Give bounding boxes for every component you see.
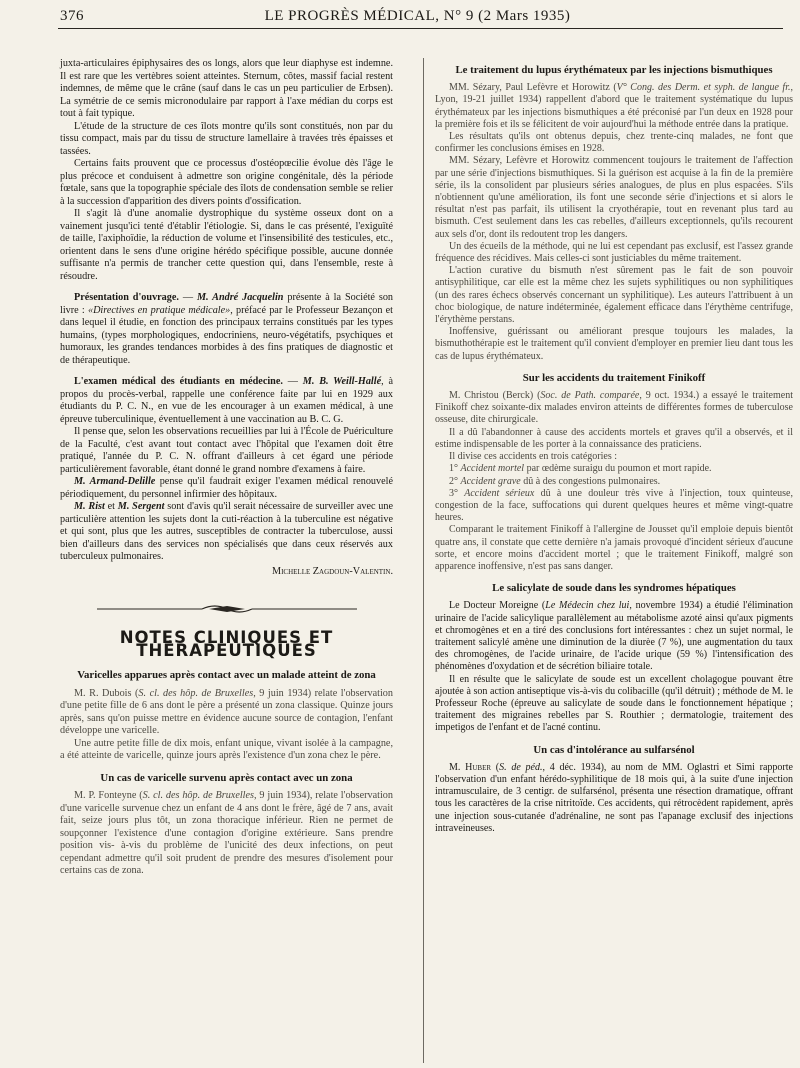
page-number: 376 [60, 8, 84, 24]
column-divider [423, 58, 424, 1063]
finikoff-list-item-1 [435, 463, 793, 475]
osteo-paragraph-2: L'étude de la structure de ces îlots montre qu'ils sont constitués, non par du tissu compact, mais par du tissu de structure lamellaire à travées très épaisses et tassées. [60, 120, 393, 157]
varicelle-paragraph-1 [60, 688, 393, 738]
lupus-paragraph-2: Les résultats qu'ils ont obtenus depuis, chez trente-cinq malades, ne font que confirmer les conclusions émises en 1928. [435, 131, 793, 155]
lupus-paragraph-1 [435, 82, 793, 131]
finikoff-paragraph-2: Il a dû l'abandonner à cause des accidents mortels et graves qu'il a observés, et il estime indispensable de les porter à la connaissance des praticiens. [435, 426, 793, 450]
finikoff-title: Sur les accidents du traitement Finikoff [522, 371, 706, 384]
finikoff-paragraph-1 [435, 390, 793, 427]
var-p1-ref: S. cl. des hôp. de Bruxelles [138, 687, 254, 699]
int-p1-ref: S. de péd. [499, 761, 543, 773]
exam-p3-author: M. Armand-Delille [74, 476, 156, 487]
presentation-title: Présentation d'ouvrage. [74, 292, 179, 303]
sal-p1-b: , novembre 1934) a étudié l'élimination urinaire de l'acide salicylique parallèlement au métabolisme azoté ainsi qu'aux pigments et chromogènes et en a tiré des conclusions fort intéressantes : chez un sujet normal, le traitement salicylé amène une diminution de la diurèe (7 %), une augmentation du taux des chromogènes, de l'acide urinaire, de l'acide urique (59 %) l'intensification des phénomènes d'oxydation et de sécrétion biliaire totale. [435, 600, 794, 673]
journal-title: LE PROGRÈS MÉDICAL, N° 9 (2 Mars 1935) [264, 8, 571, 24]
int-p1-a: M. Huber ( [449, 761, 500, 773]
fin-p1-a: M. Christou (Berck) ( [449, 390, 541, 402]
lupus-p1-ref: V° Cong. des Derm. et syph. de langue fr. [616, 82, 791, 94]
fin-l3-b: dû à une douleur très vive à l'injection, toux quinteuse, congestion de la face, suffocations qui durent quelques heures et même vingt-quatre heures. [435, 487, 793, 524]
int-p1-b: , 4 déc. 1934), au nom de MM. Oglastri et Simi rapporte l'observation d'un enfant hérédo-syphilitique de 18 mois qui, à la suite d'une injection intramusculaire, de 3 centigr. de sulfarsénol, présenta une résection dramatique, offrant tous les caractères de la crise nitritoïde. Ces accidents, qui rétrocèdent rapidement, après une injection sous-cutanée d'adrénaline, ne sont pas l'apanage exclusif des injections intraveineuses. [435, 761, 793, 834]
fin-l2-i: Accident grave [460, 475, 521, 487]
varicelle-title: Varicelles apparues après contact avec un malade atteint de zona [77, 669, 376, 681]
exam-p4-author2: M. Sergent [117, 501, 165, 512]
lupus-paragraph-3: MM. Sézary, Lefèvre et Horowitz commencent toujours le traitement de l'affection par une série d'injections bismuthiques. Si la guérison est acquise à la fin de la première série, ils la consolident par plusieurs séries analogues, de plus en plus espacées. S'ils n'obtiennent qu'une amélioration, ils font une seconde série d'injections et si alors le résultat n'est pas parfait, ils utilisent la cryothérapie, tout en revenant plus tard au bismuth. C'est seulement dans les cas rebelles, d'ailleurs exceptionnels, qu'ils recourent aux sels d'or, dont ils redoutent trop les dangers. [435, 155, 793, 240]
cas-p1-b: , 9 juin 1934), relate l'observation d'une varicelle survenue chez un enfant de 4 ans dont le frère, âgé de 7 ans, avait fait, seize jours plus tôt, un zona thoracique inférieur. Rien ne permet de soupçonner l'existence d'une contagion d'origine extérieure. Sans prendre position vis- à-vis du problème de l'unicité des deux infections, on peut cependant admettre qu'il soit prudent de prendre des mesures d'isolement pour certains cas de zona. [60, 790, 393, 876]
var-p1-b: , 9 juin 1934) relate l'observation d'une petite fille de 6 ans dont le père a présenté un zona classique. Quinze jours après, sans qu'on puisse mettre en évidence aucune source de contagion, l'enfant développe une varicelle. [60, 687, 393, 736]
cas-varicelle-title: Un cas de varicelle survenu après contact avec un zona [100, 771, 353, 784]
fin-l1-a: 1° [449, 463, 461, 475]
exam-dash: — [282, 376, 303, 387]
osteo-paragraph-3: Certains faits prouvent que ce processus d'ostéopœcilie évolue dès l'âge le plus précoce et conduisent à admettre son origine congénitale, dès la période fœtale, sans que la topographie spéciale des îlots de condensation semble se relier à la succession d'apparition des divers points d'ossification. [60, 158, 393, 207]
fin-p1-ref: Soc. de Path. comparée [540, 390, 640, 402]
fin-l1-b: par œdème suraigu du poumon et mort rapide. [524, 463, 712, 475]
page-header [60, 8, 775, 30]
presentation-book: «Directives en pratique médicale» [87, 304, 231, 316]
sal-p1-ref: Le Médecin chez lui [545, 600, 630, 612]
lupus-p1-b: , Lyon, 19-21 juillet 1934) rappellent d'abord que le traitement systématique du lupus érythémateux par les injections bismuthiques a été préconisé par l'un deux en 1928 pour la première fois et ils se félicitent de voir aujourd'hui la méthode entrée dans la pratique. [435, 82, 793, 130]
lupus-paragraph-5: L'action curative du bismuth n'est sûrement pas le fait de son pouvoir antisyphilitique, car elle est la même chez les sujets syphilitiques ou non syphilitiques (un des rares échecs observés concernant un syphilitique). Les auteurs l'attribuent à un choc biologique, de nature indéterminée, également efficace dans l'érythème centrifuge, l'érythème perstans. [435, 265, 793, 326]
finikoff-paragraph-3: Il divise ces accidents en trois catégories : [449, 451, 617, 463]
exam-p4-body: sont d'avis qu'il serait nécessaire de surveiller avec une particulière attention les sujets dont la cuti-réaction à la tuberculine est négative et qui sont, plus que les autres, susceptibles de contracter la tuberculose, aussi bien d'ailleurs dans des services non spécialisés que dans ceux réservés aux tuberculeux pulmonaires. [60, 501, 393, 562]
fin-l2-a: 2° [449, 475, 461, 487]
presentation-paragraph [60, 292, 393, 367]
salicylate-paragraph-1 [435, 600, 793, 673]
intolerance-title: Un cas d'intolérance au sulfarsénol [533, 743, 695, 756]
lupus-paragraph-4: Un des écueils de la méthode, qui ne lui est cependant pas exclusif, est l'assez grande fréquence des récidives. Mais celles-ci sont justiciables du même traitement. [435, 240, 793, 265]
presentation-author: M. André Jacquelin [197, 292, 284, 303]
fin-p1-b: , 9 oct. 1934.) a essayé le traitement Finikoff chez soixante-dix malades environ atteints de différentes formes de tuberculose osseuse, dite chirurgicale. [435, 390, 793, 426]
exam-p4-and: et [104, 501, 118, 512]
finikoff-paragraph-4: Comparant le traitement Finikoff à l'allergine de Jousset qu'il emploie depuis bientôt quatre ans, il constate que cette dernière n'a jamais provoqué d'incident sérieux d'aucune sorte, et encore moins d'accident mortel ; que le traitement Finikoff, malgré son apparence inoffensive, n'est pas sans danger. [435, 524, 793, 572]
fin-l3-i: Accident sérieux [464, 487, 535, 499]
right-column [435, 60, 793, 835]
ornament-divider [60, 592, 393, 626]
exam-author: M. B. Weill-Hallé [302, 376, 382, 387]
presentation-body: présente à la Société son livre : [60, 292, 394, 316]
cas-p1-a: M. P. Fonteyne ( [74, 790, 143, 801]
intolerance-paragraph [435, 762, 793, 835]
lupus-title: Le traitement du lupus érythémateux par les injections bismuthiques [455, 64, 773, 76]
exam-p3-body: pense qu'il faudrait exiger l'examen médical renouvelé périodiquement, du personnel infirmier des hôpitaux. [60, 476, 393, 500]
presentation-rest: , préfacé par le Professeur Bezançon et dans lequel il étudie, en fonction des principaux terrains constitués par les types humains, (types morphologiques, endocriniens, neuro-végétatifs, psychiques et humoraux, les grandes tendances morbides à des fins pratiques de diagnostic et de thérapeutique. [60, 304, 393, 366]
exam-p4-author: M. Rist [74, 501, 105, 512]
cas-p1-ref: S. cl. des hôp. de Bruxelles [142, 790, 255, 801]
finikoff-list-item-3 [435, 488, 793, 525]
finikoff-list-item-2 [435, 476, 793, 488]
fin-l2-b: dû à des congestions pulmonaires. [520, 475, 661, 487]
salicylate-title: Le salicylate de soude dans les syndromes hépatiques [492, 582, 736, 595]
header-rule [58, 28, 783, 29]
lupus-p1-a: MM. Sézary, Paul Lefèvre et Horowitz ( [449, 82, 617, 94]
fin-l3-a: 3° [449, 487, 465, 499]
presentation-dash: — [178, 292, 197, 303]
exam-title: L'examen médical des étudiants en médecine. [74, 376, 283, 387]
notes-heading: NOTES CLINIQUES ET THÉRAPEUTIQUES [119, 628, 334, 660]
exam-body: , à propos du procès-verbal, rappelle une conférence faite par lui en 1929 aux étudiants du P. C. N., en vue de les encourager à un examen médical, à une épreuve tuberculinique, éventuellement à une vaccination au B. C. G. [60, 376, 393, 425]
exam-paragraph-1 [60, 376, 393, 426]
exam-paragraph-2: Il pense que, selon les observations recueillies par lui à l'École de Puériculture de la Faculté, c'est avant tout contact avec l'hôpital que l'examen doit être pratiqué, l'année du P. C. N. offrant d'ailleurs à cet égard une période particulièrement favorable, étant donné le grand nombre d'examens à faire. [60, 426, 393, 475]
exam-paragraph-3 [60, 476, 393, 501]
osteo-paragraph-1: juxta-articulaires épiphysaires des os longs, alors que leur diaphyse est indemne. Il est rare que les vertèbres soient atteintes. Sternum, côtes, massif facial restent indemnes, de même que le crâne (sauf dans le cas un peu particulier de Erbsen). La symétrie de ce semis micronodulaire par rapport à l'axe médian du corps est tout à fait typique. [60, 58, 393, 119]
lupus-paragraph-6: Inoffensive, guérissant ou améliorant presque toujours les malades, la bismuthothérapie est le traitement qu'il convient d'employer en premier lieu dant tous les cas de lupus érythémateux. [435, 326, 793, 362]
varicelle-paragraph-2: Une autre petite fille de dix mois, enfant unique, vivant isolée à la campagne, a été atteinte de varicelle, quinze jours après l'existence d'un zona chez le père. [60, 737, 393, 761]
salicylate-paragraph-2: Il en résulte que le salicylate de soude est un excellent cholagogue pouvant être ajoutée à son action antiseptique vis-à-vis du colibacille (qu'il détruit) ; méthode de M. le Professeur Roche (épreuve au salicylate de soude dans le fonctionnement hépatique ; traitement des migraines rebelles par S. Routhier ; dermatologie, traitement des impetigos de l'enfant et de l'acné continu. [435, 673, 793, 734]
cas-varicelle-paragraph [60, 790, 393, 878]
fin-l1-i: Accident mortel [460, 463, 525, 475]
exam-paragraph-4 [60, 501, 393, 564]
osteo-paragraph-4: Il s'agit là d'une anomalie dystrophique du système osseux dont on a vainement jusqu'ici tenté d'établir l'étiologie. Si, dans le cas présenté, l'exiguïté de taille, l'axiphoïdie, la réduction de volume et l'insensibilité des testicules, etc., orientent dans le sens d'une origine hérédo spécifique possible, aucune donnée suffisante n'a permis de trancher cette question qui, dans l'ensemble, reste à résoudre. [60, 208, 393, 282]
signature: Michelle Zagdoun-Valentin. [272, 565, 393, 577]
ornament-icon [97, 602, 357, 616]
sal-p1-a: Le Docteur Moreigne ( [449, 600, 546, 612]
left-column [60, 58, 393, 878]
var-p1-a: M. R. Dubois ( [74, 687, 139, 699]
